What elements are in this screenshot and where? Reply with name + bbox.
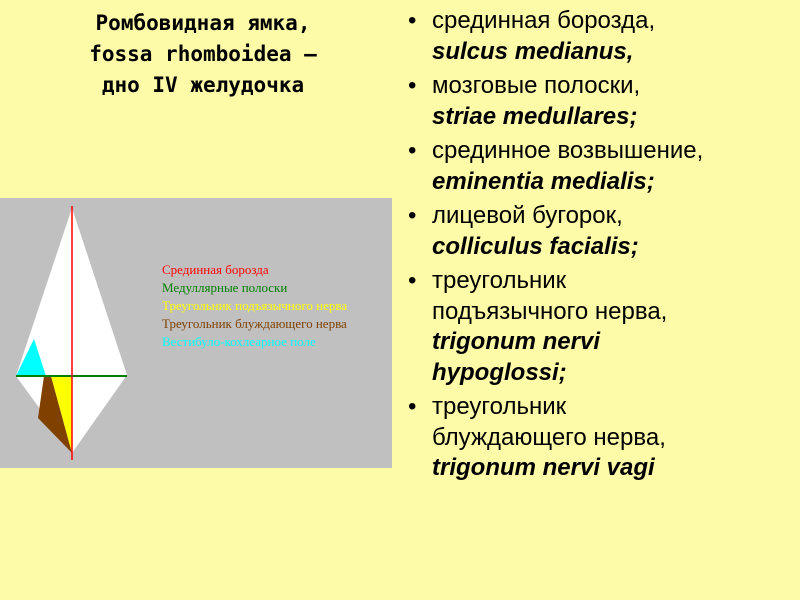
bullet: • [408,72,417,99]
term-latin: hypoglossi; [432,358,567,386]
diagram-legend [162,261,347,351]
rhomboid-fossa-diagram [0,198,392,468]
term-russian: срединное возвышение, [432,137,704,164]
legend-medullary-striae: Медуллярные полоски [162,280,288,295]
term-latin: trigonum nervi vagi [432,454,655,481]
term-latin: eminentia medialis; [432,167,655,195]
bullet: • [408,393,417,420]
term-item [408,6,703,67]
term-latin: trigonum nervi [432,328,601,355]
term-item [408,201,703,262]
slide-title [22,8,384,101]
term-russian: треугольник [432,393,567,420]
legend-vestibular-area: Вестибуло-кохлеарное поле [162,334,316,349]
title-line-2: fossa rhomboidea – [89,42,317,66]
legend-hypoglossal-triangle: Треугольник подъязычного нерва [162,298,348,313]
term-russian: срединная борозда, [432,7,656,34]
term-item [408,392,703,484]
term-latin: colliculus facialis; [432,232,639,260]
bullet: • [408,267,417,294]
term-russian: мозговые полоски, [432,72,641,99]
term-russian: треугольник [432,267,567,294]
term-latin: sulcus medianus, [432,37,634,65]
term-russian: лицевой бугорок, [432,202,623,229]
term-item [408,71,703,132]
term-latin: striae medullares; [432,102,638,130]
legend-vagal-triangle: Треугольник блуждающего нерва [162,316,347,331]
terms-list [408,6,703,488]
term-russian: подъязычного нерва, [432,297,668,325]
bullet: • [408,137,417,164]
title-line-1: Ромбовидная ямка, [95,11,311,35]
term-russian: блуждающего нерва, [432,423,666,451]
legend-median-sulcus: Срединная борозда [162,262,269,277]
title-line-3: дно IV желудочка [101,73,305,97]
term-item [408,266,703,388]
bullet: • [408,7,417,34]
term-item [408,136,703,197]
bullet: • [408,202,417,229]
